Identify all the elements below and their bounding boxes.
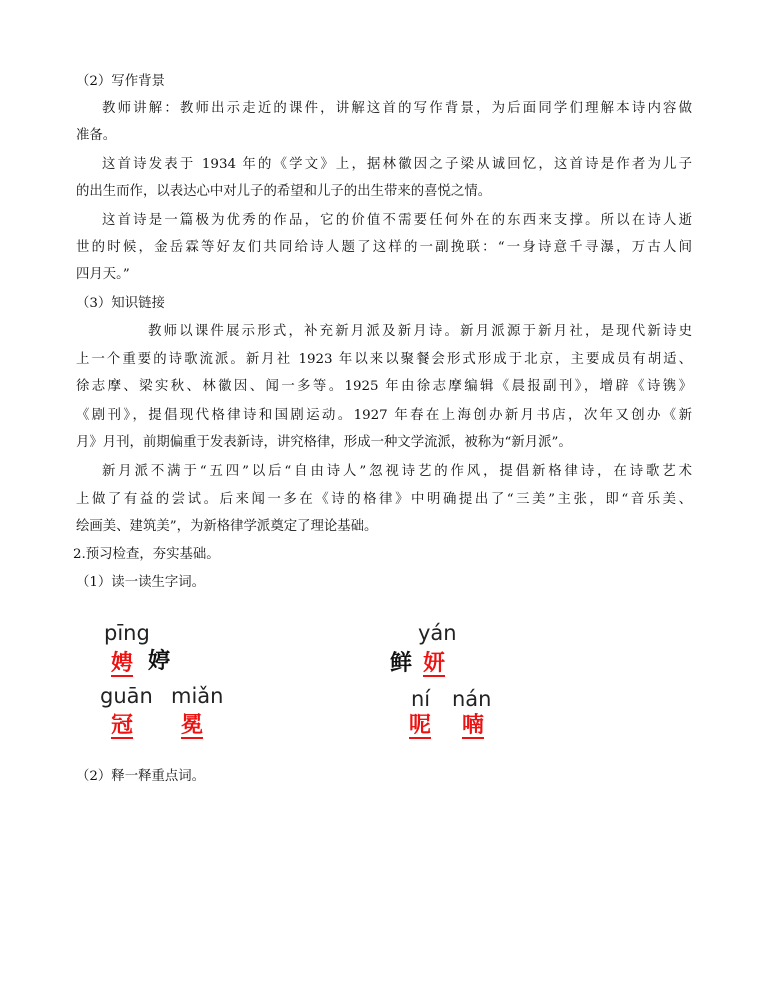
text-line: 四月天。” [76,267,130,282]
text-line: 教师讲解：教师出示走近的课件，讲解这首的写作背景，为后面同学们理解本诗内容做 [102,101,692,116]
pinyin-label: guān [100,684,153,708]
subheading-read-words: （1）读一读生字词。 [76,575,206,590]
text-line: 新月派不满于“五四”以后“自由诗人”忽视诗艺的作风，提倡新格律诗，在诗歌艺术 [102,464,692,479]
new-character: 喃 [462,712,485,738]
text-line: 这首诗是一篇极为优秀的作品，它的价值不需要任何外在的东西来支撑。所以在诗人逝 [102,213,692,228]
pinyin-label: ní [411,687,431,711]
text-line: 《剧刊》，提倡现代格律诗和国剧运动。1927 年春在上海创办新月书店，次年又创办《新 [76,408,692,423]
subheading-key-words: （2）释一释重点词。 [76,769,206,784]
pinyin-label: pīng [104,621,150,645]
text-line: 世的时候，金岳霖等好友们共同给诗人题了这样的一副挽联：“一身诗意千寻瀑，万古人间 [76,240,692,255]
new-character: 呢 [409,712,432,738]
section-heading-preview: 2.预习检查，夯实基础。 [73,547,220,562]
text-line: 的出生而作，以表达心中对儿子的希望和儿子的出生带来的喜悦之情。 [76,184,492,199]
text-line: 这首诗发表于 1934 年的《学文》上，据林徽因之子梁从诚回忆，这首诗是作者为儿子 [102,157,692,172]
text-line: 上做了有益的尝试。后来闻一多在《诗的格律》中明确提出了“三美”主张，即“音乐美、 [76,492,692,507]
character: 婷 [148,648,171,674]
new-character: 妍 [423,650,446,676]
section-heading-background: （2）写作背景 [76,74,165,89]
pinyin-label: nán [452,687,492,711]
text-line: 上一个重要的诗歌流派。新月社 1923 年以来以聚餐会形式形成于北京，主要成员有胡适、 [76,352,692,367]
text-line: 月》月刊，前期偏重于发表新诗，讲究格律，形成一种文学流派，被称为“新月派”。 [76,435,572,450]
new-character: 冠 [111,712,134,738]
section-heading-knowledge: （3）知识链接 [76,296,165,311]
character: 鲜 [390,650,413,676]
text-line: 徐志摩、梁实秋、林徽因、闻一多等。1925 年由徐志摩编辑《晨报副刊》，增辟《诗镌》 [76,379,692,394]
new-character: 娉 [111,650,134,676]
text-line: 教师以课件展示形式，补充新月派及新月诗。新月派源于新月社，是现代新诗史 [148,324,692,339]
text-line: 绘画美、建筑美”，为新格律学派奠定了理论基础。 [76,519,378,534]
pinyin-label: miǎn [171,684,224,708]
text-line: 准备。 [76,128,117,143]
new-character: 冕 [181,712,204,738]
pinyin-label: yán [418,621,457,645]
